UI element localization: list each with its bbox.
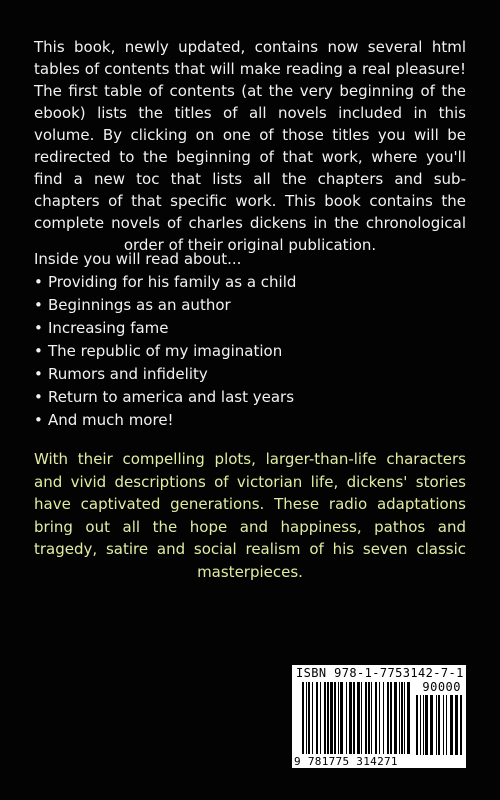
list-item: • Providing for his family as a child <box>34 271 466 294</box>
list-item: • The republic of my imagination <box>34 340 466 363</box>
bullet-icon: • <box>34 365 43 383</box>
barcode-digits: 9 781775 314271 <box>294 755 398 768</box>
inside-heading: Inside you will read about... <box>34 250 242 268</box>
bullet-icon: • <box>34 296 43 314</box>
closing-paragraph: With their compelling plots, larger-than-life characters and vivid descriptions of victorian life, dickens' stories have captivated generations. These radio adaptations bring out all the hope and happiness, pathos and tragedy, satire and social realism of his seven classic masterpieces. <box>34 450 466 581</box>
list-item: • And much more! <box>34 409 466 432</box>
barcode-bars <box>302 682 410 754</box>
bullet-icon: • <box>34 273 43 291</box>
isbn-barcode <box>292 665 466 768</box>
barcode-addon-bars <box>416 695 462 755</box>
bullet-icon: • <box>34 388 43 406</box>
list-item: • Beginnings as an author <box>34 294 466 317</box>
isbn-label: ISBN 978-1-7753142-7-1 <box>296 666 464 680</box>
list-item: • Return to america and last years <box>34 386 466 409</box>
price-code: 90000 <box>422 680 461 694</box>
list-item: • Increasing fame <box>34 317 466 340</box>
bullet-icon: • <box>34 342 43 360</box>
bullet-icon: • <box>34 319 43 337</box>
topic-list <box>34 271 466 432</box>
bullet-icon: • <box>34 411 43 429</box>
intro-paragraph: This book, newly updated, contains now several html tables of contents that will make reading a real pleasure! The first table of contents (at the very beginning of the ebook) lists the titles of all novels included in this volume. By clicking on one of those titles you will be redirected to the beginning of that work, where you'll find a new toc that lists all the chapters and sub-chapters of that specific work. This book contains the complete novels of charles dickens in the chronological order of their original publication. <box>34 38 466 254</box>
list-item: • Rumors and infidelity <box>34 363 466 386</box>
